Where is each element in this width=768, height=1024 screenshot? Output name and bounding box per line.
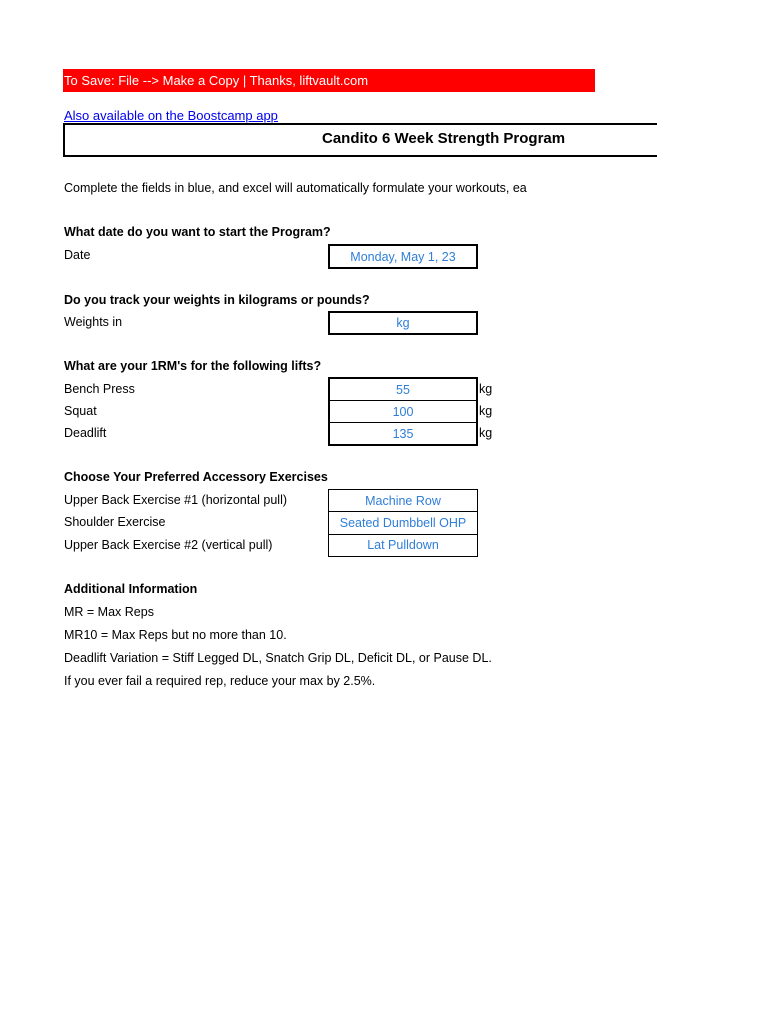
instructions-text: Complete the fields in blue, and excel will automatically formulate your workouts, ea: [64, 181, 527, 195]
bench-press-label: Bench Press: [64, 382, 135, 396]
weight-unit-field[interactable]: kg: [328, 311, 478, 335]
info-line: MR = Max Reps: [64, 605, 154, 619]
start-date-question: What date do you want to start the Program?: [64, 225, 331, 239]
squat-unit: kg: [479, 404, 493, 418]
accessory-question: Choose Your Preferred Accessory Exercises: [64, 470, 328, 484]
date-label: Date: [64, 248, 91, 262]
one-rep-max-question: What are your 1RM's for the following lifts?: [64, 359, 322, 373]
start-date-field[interactable]: Monday, May 1, 23: [328, 244, 478, 269]
shoulder-exercise-label: Shoulder Exercise: [64, 515, 166, 529]
upper-back-1-label: Upper Back Exercise #1 (horizontal pull): [64, 493, 288, 507]
weights-in-label: Weights in: [64, 315, 123, 329]
save-instructions-banner: To Save: File --> Make a Copy | Thanks, liftvault.com: [63, 69, 595, 92]
additional-info-heading: Additional Information: [64, 582, 198, 596]
units-question: Do you track your weights in kilograms or pounds?: [64, 293, 370, 307]
bench-press-unit: kg: [479, 382, 493, 396]
squat-label: Squat: [64, 404, 97, 418]
info-line: If you ever fail a required rep, reduce your max by 2.5%.: [64, 674, 376, 688]
upper-back-2-label: Upper Back Exercise #2 (vertical pull): [64, 538, 273, 552]
upper-back-2-field[interactable]: Lat Pulldown: [328, 534, 478, 557]
deadlift-max-field[interactable]: 135: [328, 422, 478, 446]
deadlift-unit: kg: [479, 426, 493, 440]
shoulder-exercise-field[interactable]: Seated Dumbbell OHP: [328, 511, 478, 535]
info-line: Deadlift Variation = Stiff Legged DL, Snatch Grip DL, Deficit DL, or Pause DL.: [64, 651, 492, 665]
boostcamp-app-link[interactable]: Also available on the Boostcamp app: [64, 108, 278, 123]
info-line: MR10 = Max Reps but no more than 10.: [64, 628, 287, 642]
squat-max-field[interactable]: 100: [328, 400, 478, 423]
program-title: Candito 6 Week Strength Program: [322, 130, 566, 147]
deadlift-label: Deadlift: [64, 426, 107, 440]
upper-back-1-field[interactable]: Machine Row: [328, 489, 478, 512]
bench-press-max-field[interactable]: 55: [328, 377, 478, 401]
